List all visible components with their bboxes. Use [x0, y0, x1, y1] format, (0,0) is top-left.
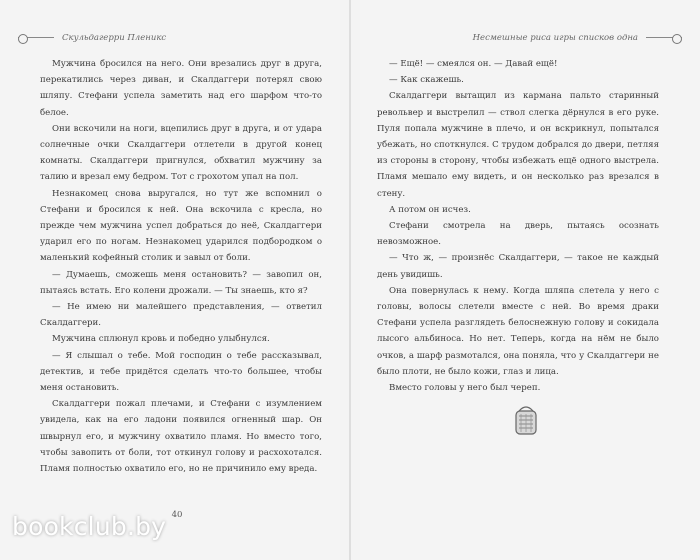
- right-page-text: [377, 56, 659, 396]
- paragraph: Вместо головы у него был череп.: [389, 383, 541, 394]
- header-ornament-left: [18, 33, 54, 43]
- left-page-text: [40, 56, 322, 477]
- paragraph: Она повернулась к нему. Когда шляпа слетела у него с головы, волосы слетели вместе с ней. Во время драки Стефани успела разглядеть белоснежную голову и сокидала лысого альбиноса. Но нет. Теперь, когда на нём не было очков, а шарф размотался, она поняла, что у Скалдаггери не было плоти, не было кожи, глаз и лица.: [377, 285, 659, 377]
- paragraph: — Не имею ни малейшего представления, — ответил Скалдаггери.: [40, 302, 322, 329]
- paragraph: Мужчина сплюнул кровь и победно улыбнулся.: [52, 334, 270, 345]
- running-header-left: [18, 30, 338, 46]
- paragraph: Скалдаггери вытащил из кармана пальто старинный револьвер и выстрелил — ствол слегка дёрнулся в его руке. Пуля попала мужчине в плечо, и он вскрикнул, попытался убежать, но споткнулся. С трудом добрался до двери, петляя из стороны в сторону, чтобы избежать ещё одного выстрела. Пламя мешало ему видеть, и он несколько раз врезался в стену.: [377, 91, 659, 199]
- paragraph: Незнакомец снова выругался, но тут же вспомнил о Стефани и бросился к ней. Она вскочила с кресла, но прежде чем мужчина успел добраться до неё, Скалдаггери ударил его по ногам. Незнакомец ударился подбородком о маленький кофейный столик и завыл от боли.: [40, 188, 322, 264]
- paragraph: Они вскочили на ноги, вцепились друг в друга, и от удара солнечные очки Скалдаггери отлетели в другой конец комнаты. Скалдаггери пригнулся, обхватил мужчину за талию и врезал ему бедром. Тот с грохотом упал на пол.: [40, 123, 322, 183]
- paragraph: А потом он исчез.: [389, 204, 471, 215]
- running-header-right: [370, 30, 682, 46]
- paragraph: — Ещё! — смеялся он. — Давай ещё!: [389, 59, 558, 69]
- paragraph: — Думаешь, сможешь меня остановить? — завопил он, пытаясь встать. Его колени дрожали. — Ты знаешь, кто я?: [40, 269, 322, 296]
- page-gutter: [349, 0, 351, 560]
- chapter-end-emblem-icon: [513, 402, 539, 436]
- header-left-title: Скульдагерри Пленикс: [62, 33, 167, 43]
- paragraph: — Как скажешь.: [389, 75, 464, 86]
- paragraph: Скалдаггери пожал плечами, и Стефани с изумлением увидела, как на его ладони появился огненный шар. Он швырнул его, и мужчину охватило пламя. Но вместо того, чтобы завопить от боли, тот откинул голову и расхохотался. Пламя полностью охватило его, но не причинило ему вреда.: [40, 399, 322, 475]
- header-ornament-right: [646, 33, 682, 43]
- paragraph: Стефани смотрела на дверь, пытаясь осознать невозможное.: [377, 221, 659, 248]
- paragraph: Мужчина бросился на него. Они врезались друг в друга, перекатились через диван, и Скалдаггери потерял свою шляпу. Стефани успела заметить над его шарфом что-то белое.: [40, 59, 322, 118]
- paragraph: — Что ж, — произнёс Скалдаггери, — такое не каждый день увидишь.: [377, 253, 659, 280]
- paragraph: — Я слышал о тебе. Мой господин о тебе рассказывал, детектив, и тебе придётся сделать что-то большее, чтобы меня остановить.: [40, 350, 322, 394]
- page-number: 40: [171, 510, 183, 520]
- watermark: bookclub.by: [12, 512, 167, 541]
- header-right-title: Несмешные риса игры списков одна: [472, 33, 638, 43]
